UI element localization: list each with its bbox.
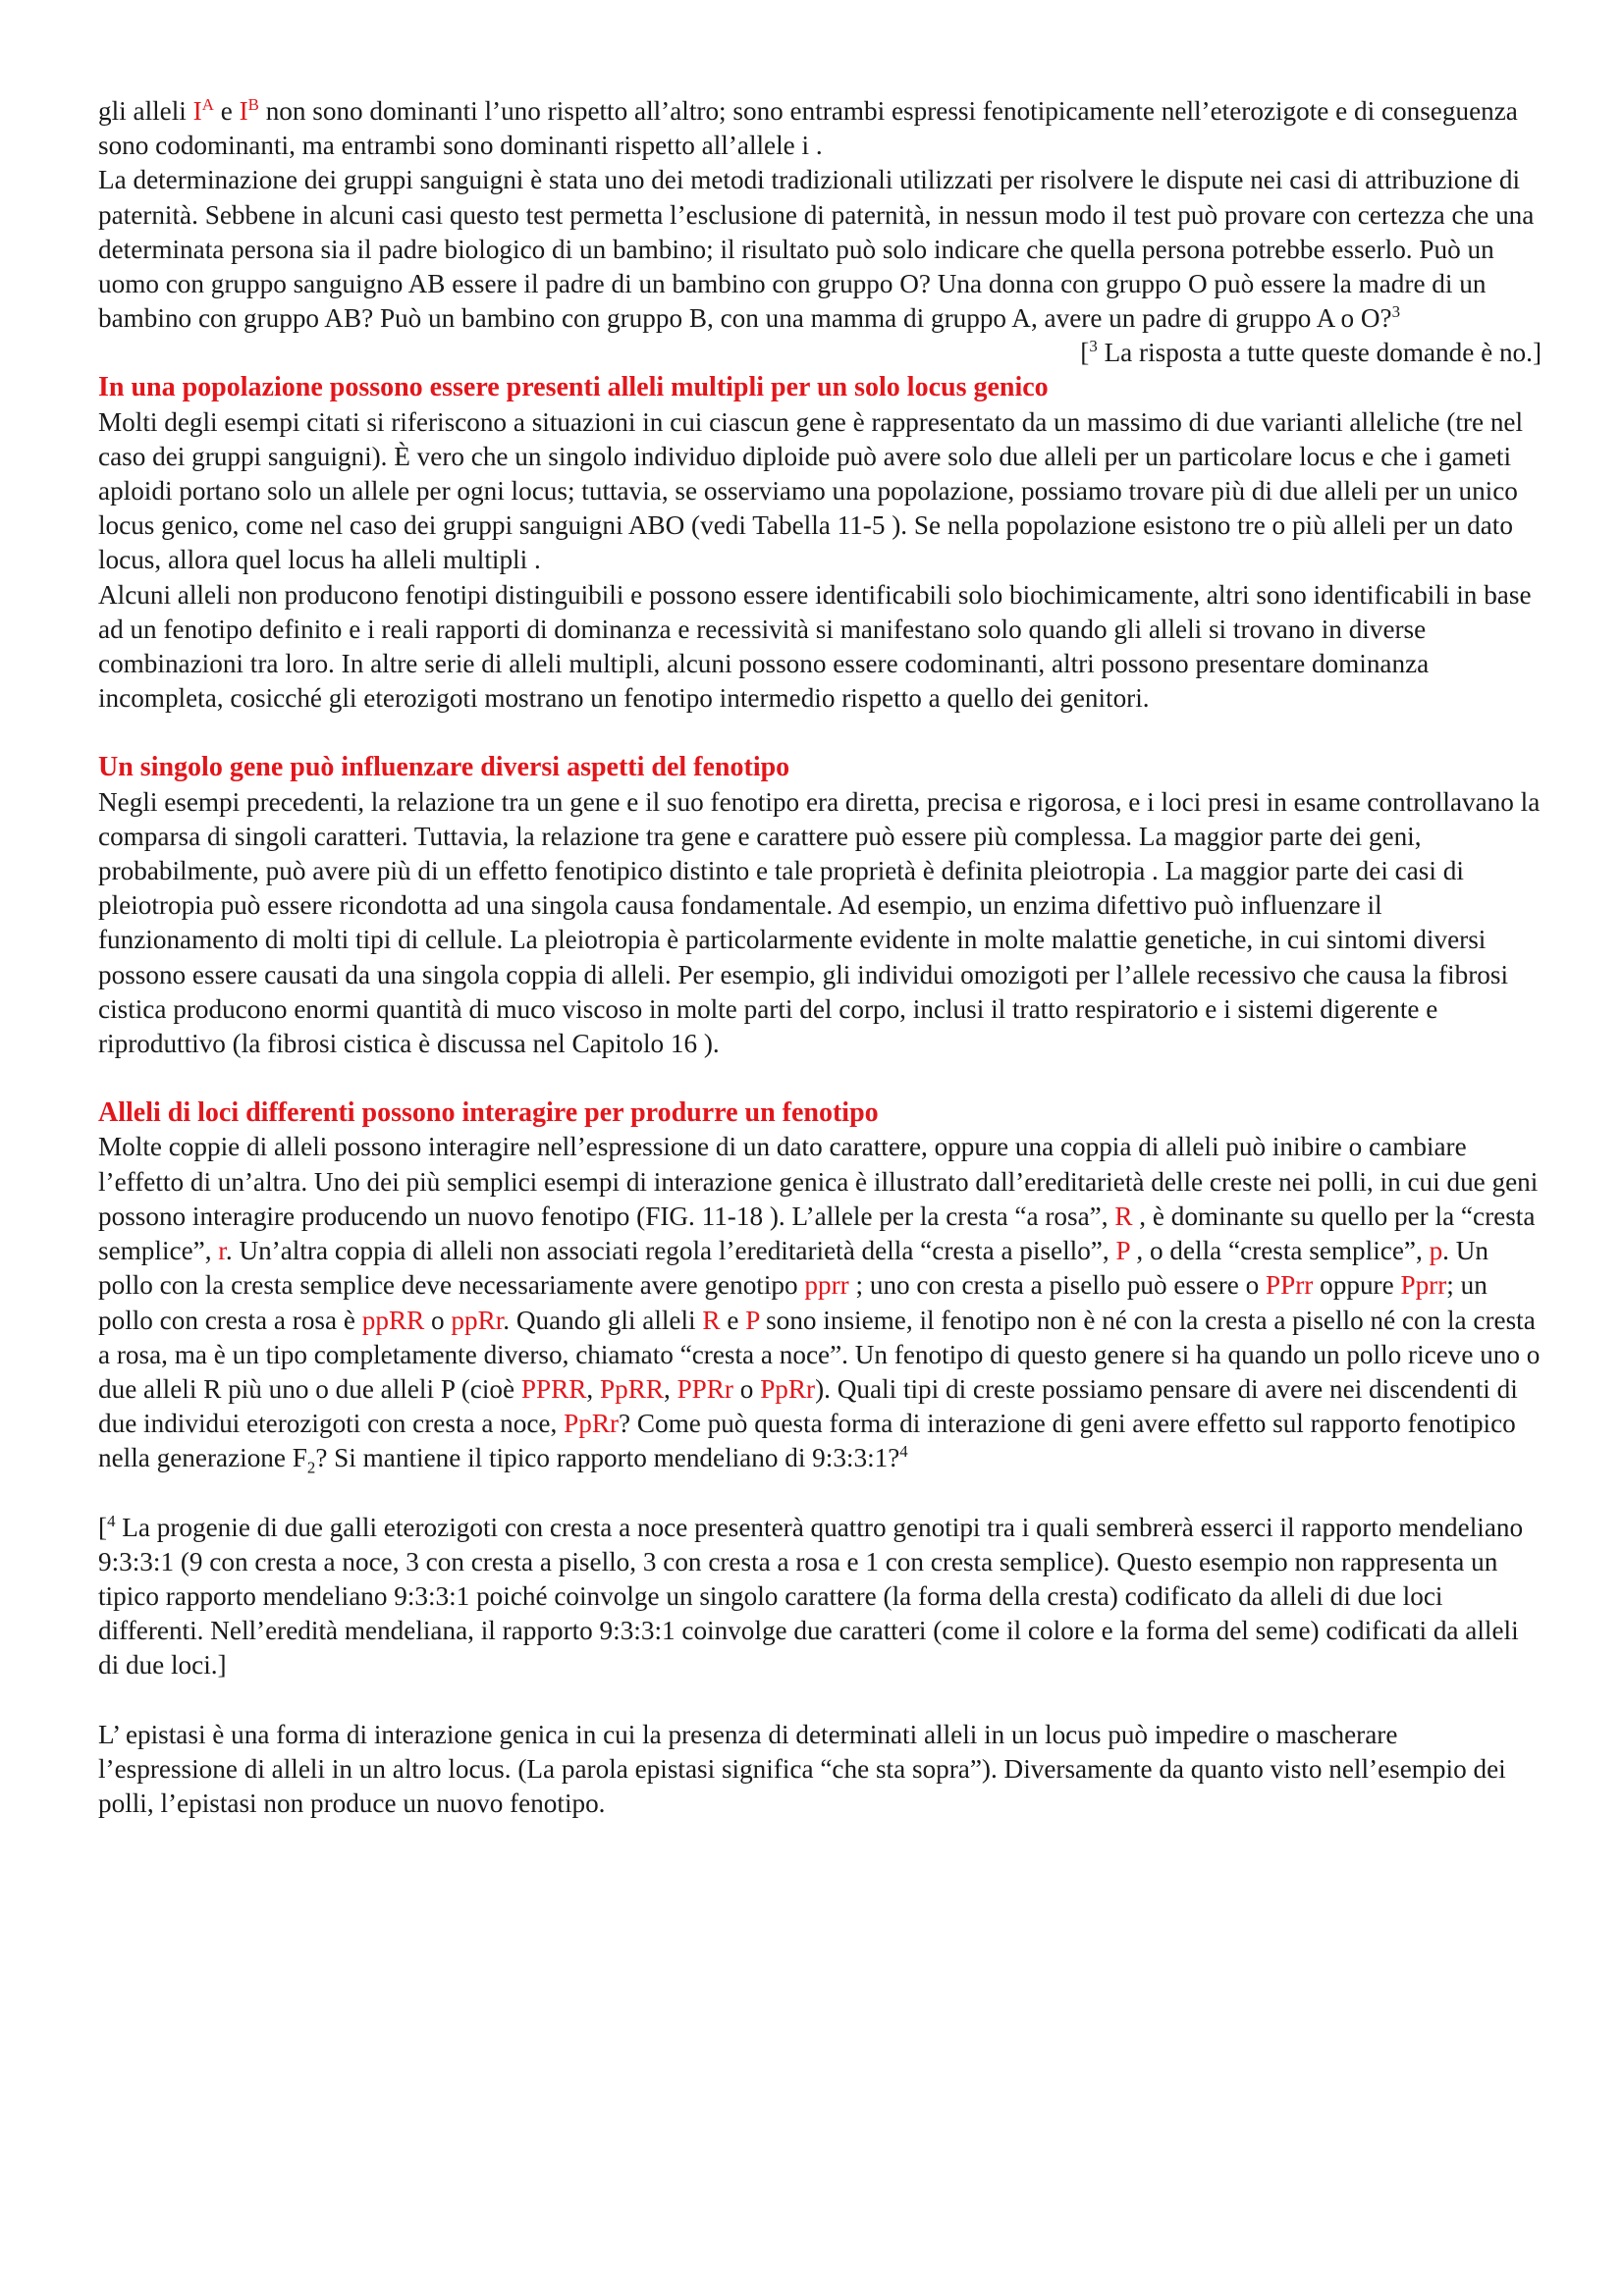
- allele-R: R: [702, 1305, 721, 1335]
- genotype-PpRr: PpRr: [760, 1373, 816, 1404]
- paragraph-paternity: La determinazione dei gruppi sanguigni è stata uno dei metodi tradizionali utilizzati per risolvere le dispute nei casi di attribuzione di paternità. Sebbene in alcuni casi questo test permetta l’esclusione di paternità, in nessun modo il test può provare con certezza che una determinata persona sia il padre biologico di un bambino; il risultato può solo indicare che quella persona potrebbe esserlo. Può un uomo con gruppo sanguigno AB essere il padre di un bambino con gruppo O? Una donna con gruppo O può essere la madre di un bambino con gruppo AB? Può un bambino con gruppo B, con una mamma di gruppo A, avere un padre di gruppo A o O?$^3$ [$^3$ La risposta a tutte queste domande è no.]: [98, 163, 1542, 336]
- allele-ia: $I^A$: [192, 94, 214, 126]
- footnote-ref-4: 4: [899, 1442, 908, 1462]
- genotype-PpRr: PpRr: [564, 1409, 620, 1439]
- genotype-PpRR: PpRR: [599, 1373, 664, 1404]
- genotype-ppRR: ppRR: [361, 1305, 425, 1335]
- genotype-Pprr: Pprr: [1400, 1270, 1447, 1301]
- allele-R: R: [1114, 1201, 1133, 1231]
- footnote-4: [$^4$ La progenie di due galli eterozigoti con cresta a noce presenterà quattro genotipi tra i quali sembrerà esserci il rapporto mendeliano 9:3:3:1 (9 con cresta a noce, 3 con cresta a pisello, 3 con cresta a rosa e 1 con cresta semplice). Questo esempio non rappresenta un tipico rapporto mendeliano 9:3:3:1 poiché coinvolge un singolo carattere (la forma della cresta) codificato da alleli di due loci differenti. Nell’eredità mendeliana, il rapporto 9:3:3:1 coinvolge due caratteri (come il colore e la forma del seme) codificati da alleli di due loci.]: [98, 1511, 1524, 1681]
- genotype-PPRr: PPRr: [676, 1373, 733, 1404]
- allele-r: r: [218, 1236, 226, 1266]
- paragraph-codominance: gli alleli $I^A$ e $I^B$ non sono dominanti l’uno rispetto all’altro; sono entrambi espressi fenotipicamente nell’eterozigote e di conseguenza sono codominanti, ma entrambi sono dominanti rispetto all’allele i .: [98, 94, 1518, 161]
- genotype-pprr: pprr: [804, 1270, 849, 1301]
- genotype-ppRr: ppRr: [451, 1305, 504, 1335]
- allele-P: P: [1115, 1236, 1130, 1266]
- paragraph-multiple-alleles-1: Molti degli esempi citati si riferiscono a situazioni in cui ciascun gene è rappresentato da un massimo di due varianti alleliche (tre nel caso dei gruppi sanguigni). È vero che un singolo individuo diploide può avere solo due alleli per un particolare locus e che i gameti aploidi portano solo un allele per ogni locus; tuttavia, se osserviamo una popolazione, possiamo trovare più di due alleli per un unico locus genico, come nel caso dei gruppi sanguigni ABO (vedi Tabella 11-5 ). Se nella popolazione esistono tre o più alleli per un dato locus, allora quel locus ha alleli multipli .: [98, 406, 1524, 575]
- paragraph-pleiotropy: Negli esempi precedenti, la relazione tra un gene e il suo fenotipo era diretta, precisa e rigorosa, e i loci presi in esame controllavano la comparsa di singoli caratteri. Tuttavia, la relazione tra gene e carattere può essere più complessa. La maggior parte dei geni, probabilmente, può avere più di un effetto fenotipico distinto e tale proprietà è definita pleiotropia . La maggior parte dei casi di pleiotropia può essere ricondotta ad una singola causa fondamentale. Ad esempio, un enzima difettivo può influenzare il funzionamento di molti tipi di cellule. La pleiotropia è particolarmente evidente in molte malattie genetiche, in cui sintomi diversi possono essere causati da una singola coppia di alleli. Per esempio, gli individui omozigoti per l’allele recessivo che causa la fibrosi cistica producono enormi quantità di muco viscoso in molte parti del corpo, inclusi il tratto respiratorio e i sistemi digerente e riproduttivo (la fibrosi cistica è discussa nel Capitolo 16 ).: [98, 786, 1541, 1059]
- paragraph-multiple-alleles-2: Alcuni alleli non producono fenotipi distinguibili e possono essere identificabili solo biochimicamente, altri sono identificabili in base ad un fenotipo definito e i reali rapporti di dominanza e recessività si manifestano solo quando gli alleli si trovano in diverse combinazioni tra loro. In altre serie di alleli multipli, alcuni possono essere codominanti, altri possono presentare dominanza incompleta, cosicché gli eterozigoti mostrano un fenotipo intermedio rispetto a quello dei genitori.: [98, 579, 1532, 714]
- genotype-PPRR: PPRR: [520, 1373, 587, 1404]
- paragraph-epistasis: L’ epistasi è una forma di interazione genica in cui la presenza di determinati alleli in un locus può impedire o mascherare l’espressione di alleli in un altro locus. (La parola epistasi significa “che sta sopra”). Diversamente da quanto visto nell’esempio dei polli, l’epistasi non produce un nuovo fenotipo.: [98, 1719, 1506, 1818]
- document-page: [98, 94, 1542, 1821]
- allele-p: p: [1429, 1236, 1443, 1266]
- section-heading-pleiotropy: Un singolo gene può influenzare diversi aspetti del fenotipo: [98, 752, 790, 783]
- genotype-PPrr: PPrr: [1266, 1270, 1314, 1301]
- section-heading-gene-interaction: Alleli di loci differenti possono interagire per produrre un fenotipo: [98, 1097, 879, 1129]
- paragraph-gene-interaction: Molte coppie di alleli possono interagire nell’espressione di un dato carattere, oppure una coppia di alleli può inibire o cambiare l’effetto di un’altra. Uno dei più semplici esempi di interazione genica è illustrato dall’ereditarietà delle creste nei polli, in cui due geni possono interagire producendo un nuovo fenotipo (FIG. 11-18 ). L’allele per la cresta “a rosa”, R , è dominante su quello per la “cresta semplice”, r. Un’altra coppia di alleli non associati regola l’ereditarietà della “cresta a pisello”, P , o della “cresta semplice”, p. Un pollo con la cresta semplice deve necessariamente avere genotipo pprr ; uno con cresta a pisello può essere o PPrr oppure Pprr; un pollo con cresta a rosa è ppRR o ppRr. Quando gli alleli R e P sono insieme, il fenotipo non è né con la cresta a pisello né con la cresta a rosa, ma è un tipo completamente diverso, chiamato “cresta a noce”. Un fenotipo di questo genere si ha quando un pollo riceve uno o due alleli R più uno o due alleli P (cioè PPRR, PpRR, PPRr o PpRr). Quali tipi di creste possiamo pensare di avere nei discendenti di due individui eterozigoti con cresta a noce, PpRr? Come può questa forma di interazione di geni avere effetto sul rapporto fenotipico nella generazione $F_2$? Si mantiene il tipico rapporto mendeliano di 9:3:3:1?$^4$: [98, 1132, 1541, 1477]
- footnote-ref-3: 3: [1391, 302, 1401, 322]
- section-heading-multiple-alleles: In una popolazione possono essere presenti alleli multipli per un solo locus genico: [98, 372, 1049, 403]
- footnote-3: [$^3$ La risposta a tutte queste domande è no.]: [1080, 337, 1542, 368]
- allele-ib: $I^B$: [239, 94, 259, 126]
- allele-P: P: [745, 1305, 760, 1335]
